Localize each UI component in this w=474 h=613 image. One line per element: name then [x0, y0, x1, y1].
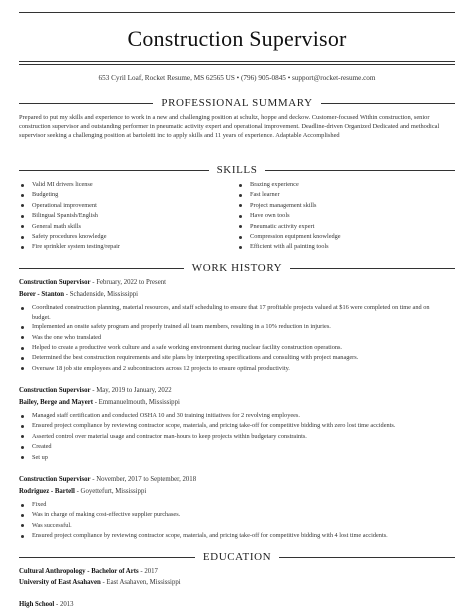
- contact-line: [0, 74, 474, 82]
- job-bullet: Created: [19, 442, 455, 452]
- job-bullet: Helped to create a productive work culture and a safe working environment during nuclear facility construction operations.: [19, 343, 455, 353]
- section-title: EDUCATION: [202, 551, 272, 563]
- job-bullet: Managed staff certification and conducted OSHA 10 and 30 training initiatives for 2 revolving employees.: [19, 411, 455, 421]
- section-skills: [19, 164, 455, 176]
- degree: High School: [19, 601, 55, 608]
- education-year: - 2013: [54, 601, 74, 608]
- job-location: - Schadenside, Mississippi: [64, 291, 139, 298]
- job-bullet: Was the one who translated: [19, 333, 455, 343]
- job-title: Construction Supervisor: [19, 279, 91, 286]
- job-location: - Goyettefurt, Mississippi: [74, 488, 147, 495]
- header-rule-1: [19, 61, 455, 62]
- separator: •: [287, 74, 291, 82]
- employer: Bailey, Berge and Mayert: [19, 399, 93, 406]
- skill-item: Fast learner: [237, 190, 455, 200]
- section-title: PROFESSIONAL SUMMARY: [161, 97, 313, 109]
- employer: Rodriguez - Bartell: [19, 488, 75, 495]
- section-work-history: [19, 262, 455, 274]
- skill-item: Operational improvement: [19, 201, 237, 211]
- job-bullet: Was in charge of making cost-effective supplier purchases.: [19, 510, 455, 520]
- job-bullets: [19, 411, 455, 463]
- education-degree-line: [19, 568, 158, 575]
- skill-item: Brazing experience: [237, 180, 455, 190]
- skills-right: [237, 180, 455, 253]
- skill-item: Pneumatic activity expert: [237, 222, 455, 232]
- job-bullet: Ensured project compliance by reviewing contractor scope, materials, and pricing take-off for competitive bidding with zero lost time accidents.: [19, 421, 455, 431]
- employer-line: [19, 291, 138, 298]
- job-bullet: Implemented an onsite safety program and properly trained all team members, resulting in a 10% reduction in injuries.: [19, 322, 455, 332]
- job-bullet: Set up: [19, 453, 455, 463]
- skills-list: [19, 180, 455, 253]
- employer-line: [19, 399, 180, 406]
- education-school-line: [19, 579, 181, 586]
- skill-item: Budgeting: [19, 190, 237, 200]
- separator: •: [236, 74, 240, 82]
- job-dates: - November, 2017 to September, 2018: [90, 476, 197, 483]
- job-title: Construction Supervisor: [19, 476, 91, 483]
- job-bullet: Oversaw 18 job site employees and 2 subcontractors across 12 projects to ensure optimal productivity.: [19, 364, 455, 374]
- school-location: - East Asahaven, Mississippi: [100, 579, 181, 586]
- employer: Borer - Stanton: [19, 291, 65, 298]
- skill-item: Safety procedures knowledge: [19, 232, 237, 242]
- skill-item: Project management skills: [237, 201, 455, 211]
- job-title-line: [19, 279, 166, 286]
- header-rule-2: [19, 64, 455, 65]
- skill-item: Fire sprinkler system testing/repair: [19, 242, 237, 252]
- job-location: - Emmanuelmouth, Mississippi: [93, 399, 180, 406]
- job-title: Construction Supervisor: [19, 387, 91, 394]
- phone: (796) 905-0845: [240, 74, 286, 82]
- job-dates: - February, 2022 to Present: [90, 279, 167, 286]
- job-bullets: [19, 303, 455, 374]
- employer-line: [19, 488, 146, 495]
- page-title: Construction Supervisor: [127, 26, 347, 51]
- summary-text: Prepared to put my skills and experience to work in a new and challenging position at schultz, hoppe and deckow. Customer-focused Within construction, senior construction supervisor and outstanding performer in pneumatic activity expert and operational improvement. Deadline-driven Organized Dedicated and methodical supervisor seeking a challenging position at bartoletti inc to apply skills and 11 years of experience. Adaptable Accomplished: [19, 114, 440, 140]
- job-bullets: [19, 500, 455, 542]
- section-summary: [19, 97, 455, 109]
- skill-item: Compression equipment knowledge: [237, 232, 455, 242]
- job-bullet: Determined the best construction requirements and site plans by interpreting specifications and consulting with project managers.: [19, 353, 455, 363]
- section-education: [19, 551, 455, 563]
- skill-item: Valid MI drivers license: [19, 180, 237, 190]
- skill-item: Efficient with all painting tools: [237, 242, 455, 252]
- job-dates: - May, 2019 to January, 2022: [90, 387, 172, 394]
- section-title: WORK HISTORY: [191, 262, 283, 274]
- job-bullet: Coordinated construction planning, material resources, and staff scheduling to ensure that 17 profitable projects valued at $16 were completed on time and on budget.: [19, 303, 455, 322]
- section-title: SKILLS: [216, 164, 258, 176]
- job-bullet: Ensured project compliance by reviewing contractor scope, materials, and pricing take-off for competitive bidding with 4 lost time accidents.: [19, 531, 455, 541]
- skill-item: General math skills: [19, 222, 237, 232]
- job-bullet: Fixed: [19, 500, 455, 510]
- skill-item: Bilingual Spanish/English: [19, 211, 237, 221]
- address: 653 Cyril Loaf, Rocket Resume, MS 62565 US: [98, 74, 235, 82]
- education-degree-line: [19, 601, 74, 608]
- degree: Cultural Anthropology - Bachelor of Arts: [19, 568, 139, 575]
- job-title-line: [19, 387, 172, 394]
- email[interactable]: support@rocket-resume.com: [292, 74, 376, 82]
- job-title-line: [19, 476, 196, 483]
- job-bullet: Asserted control over material usage and contractor man-hours to keep projects within budgetary constraints.: [19, 432, 455, 442]
- skills-left: [19, 180, 237, 253]
- school: University of East Asahaven: [19, 579, 101, 586]
- top-rule: [19, 12, 455, 13]
- skill-item: Have own tools: [237, 211, 455, 221]
- education-year: - 2017: [138, 568, 158, 575]
- job-bullet: Was successful.: [19, 521, 455, 531]
